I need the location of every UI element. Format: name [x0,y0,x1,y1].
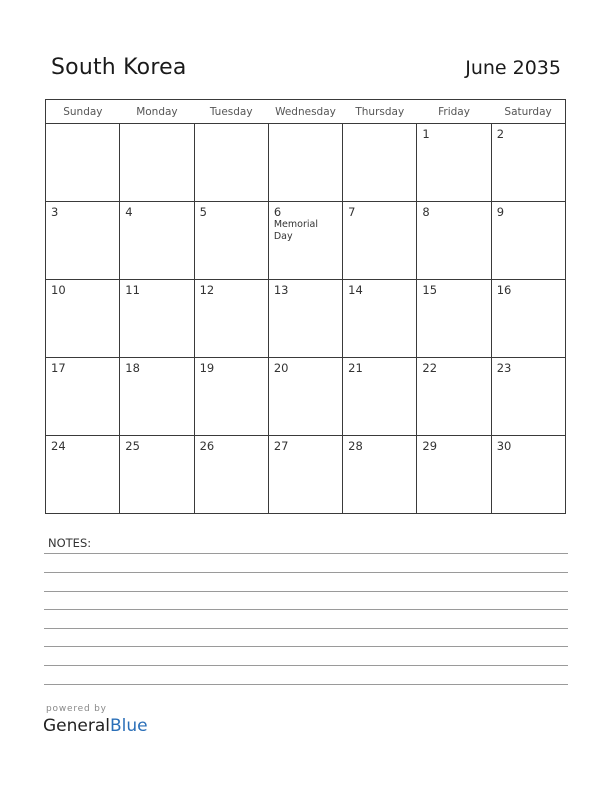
day-cell [194,202,268,280]
day-number: 21 [348,361,363,375]
day-number: 18 [125,361,140,375]
weekday-wednesday: Wednesday [268,100,342,124]
weekday-monday: Monday [120,100,194,124]
month-year-title: June 2035 [465,57,561,79]
week-row [46,202,566,280]
notes-line [44,572,568,573]
day-cell [343,202,417,280]
weekday-tuesday: Tuesday [194,100,268,124]
day-cell [491,280,565,358]
logo-general-text: General [43,716,110,736]
day-cell [268,358,342,436]
day-cell [343,358,417,436]
day-number: 14 [348,283,363,297]
day-number: 1 [422,127,430,141]
day-cell [491,358,565,436]
day-cell [491,124,565,202]
day-cell [417,124,491,202]
day-cell [268,124,342,202]
day-number: 22 [422,361,438,375]
notes-line [44,684,568,685]
notes-label: NOTES: [48,536,92,550]
notes-line [44,628,568,629]
day-cell [268,436,342,514]
week-row [46,280,566,358]
day-number: 8 [422,205,430,219]
weekday-saturday: Saturday [491,100,565,124]
day-number: 9 [496,205,505,219]
powered-by-text: powered by [46,704,107,714]
holiday-label: Memorial Day [273,219,318,242]
day-cell [46,436,120,514]
day-cell [268,202,342,280]
day-cell [194,280,268,358]
week-row [46,358,566,436]
day-number: 6 [273,205,282,219]
day-number: 10 [51,283,66,297]
notes-line [44,553,568,554]
day-cell [120,202,194,280]
day-number: 29 [422,439,438,453]
day-number: 27 [273,439,289,453]
weekday-friday: Friday [417,100,491,124]
day-number: 11 [125,283,140,297]
notes-line [44,609,568,610]
day-cell [417,280,491,358]
weekday-thursday: Thursday [343,100,417,124]
day-number: 2 [496,127,505,141]
day-cell [46,124,120,202]
notes-line [44,591,568,592]
day-cell [46,358,120,436]
logo-blue-text: Blue [110,716,148,736]
day-cell [417,202,491,280]
day-cell [46,202,120,280]
day-number: 5 [199,205,207,219]
day-cell [120,280,194,358]
day-cell [268,280,342,358]
weekday-sunday: Sunday [46,100,120,124]
day-number: 25 [125,439,140,453]
day-cell [194,436,268,514]
day-number: 3 [51,205,59,219]
day-number: 30 [496,439,512,453]
day-cell [120,124,194,202]
week-row [46,124,566,202]
day-number: 26 [199,439,215,453]
notes-line [44,646,568,647]
week-row [46,436,566,514]
day-number: 7 [348,205,356,219]
day-cell [120,358,194,436]
day-cell [417,436,491,514]
day-cell [343,436,417,514]
day-cell [343,124,417,202]
day-cell [491,436,565,514]
day-number: 28 [348,439,363,453]
day-cell [491,202,565,280]
notes-line [44,665,568,666]
day-cell [194,124,268,202]
day-cell [343,280,417,358]
calendar-grid [45,99,566,514]
day-number: 19 [199,361,215,375]
day-cell [46,280,120,358]
country-title: South Korea [51,55,187,80]
day-number: 4 [125,205,133,219]
day-number: 20 [273,361,289,375]
day-number: 17 [51,361,66,375]
day-number: 23 [496,361,512,375]
day-number: 16 [496,283,512,297]
day-cell [120,436,194,514]
day-number: 15 [422,283,438,297]
day-cell [417,358,491,436]
day-number: 24 [51,439,66,453]
generalblue-logo[interactable] [43,716,148,736]
weekday-header-row [46,100,566,124]
day-number: 13 [273,283,289,297]
day-cell [194,358,268,436]
day-number: 12 [199,283,215,297]
